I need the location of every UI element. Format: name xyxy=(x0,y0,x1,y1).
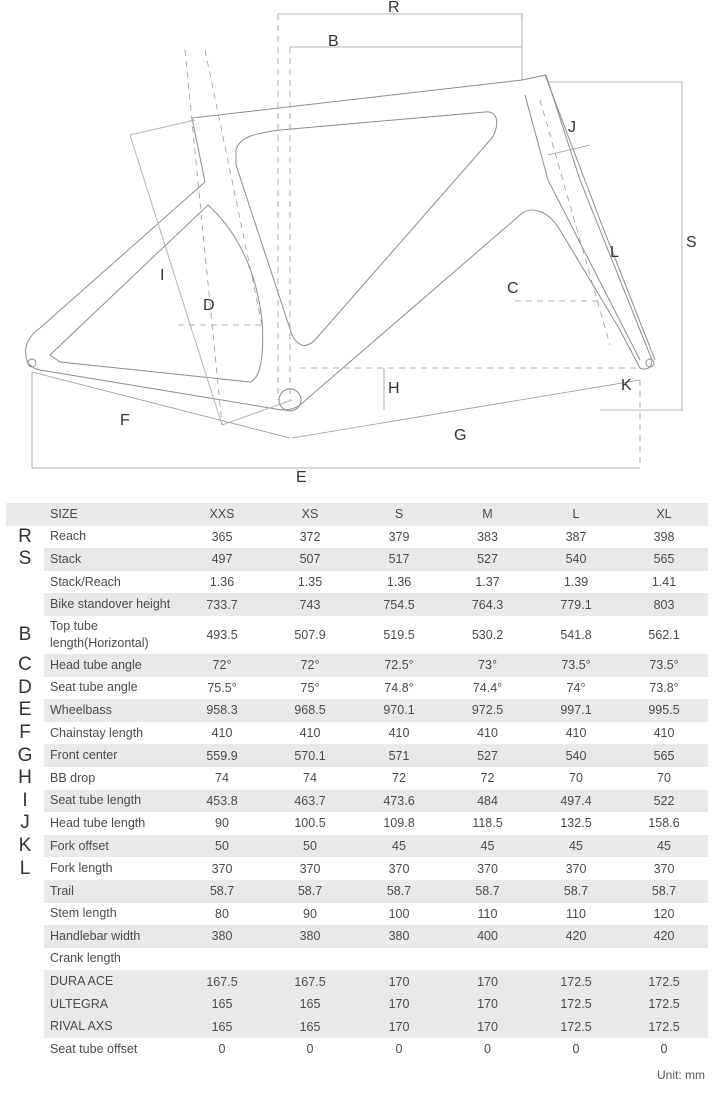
value-cell: 400 xyxy=(443,925,532,948)
value-cell: 58.7 xyxy=(620,880,708,903)
row-label: Seat tube offset xyxy=(50,1041,138,1056)
value-cell: 764.3 xyxy=(443,593,532,616)
value-cell: 0 xyxy=(218,1042,226,1057)
size-header-cell: M xyxy=(443,503,532,526)
dimension-letter: H xyxy=(18,767,32,789)
value-cell: 970.1 xyxy=(355,699,443,722)
value-cell: 540 xyxy=(532,744,620,767)
value-cell: 565 xyxy=(620,548,708,571)
dimension-letter xyxy=(6,993,44,1016)
table-header-row xyxy=(6,503,708,526)
value-cell: 0 xyxy=(572,1042,580,1057)
value-cell: 1.39 xyxy=(563,575,589,590)
value-cell: 559.9 xyxy=(179,744,265,767)
value-cell: 167.5 xyxy=(265,970,355,993)
value-cell: 74° xyxy=(566,680,586,695)
value-cell: 50 xyxy=(265,835,355,858)
value-cell: 172.5 xyxy=(532,993,620,1016)
value-cell: 380 xyxy=(355,925,443,948)
value-cell: 410 xyxy=(653,726,675,741)
value-cell: 110 xyxy=(477,906,498,921)
row-label: Fork length xyxy=(50,861,113,876)
value-cell: 733.7 xyxy=(179,593,265,616)
table-row xyxy=(6,593,708,616)
value-cell: 497.4 xyxy=(532,790,620,813)
value-cell: 158.6 xyxy=(648,816,680,831)
value-cell: 519.5 xyxy=(383,627,415,642)
value-cell: 379 xyxy=(388,529,410,544)
value-cell: 70 xyxy=(657,771,671,786)
dimension-letter: C xyxy=(6,654,44,677)
dimension-letter xyxy=(6,970,44,993)
letter-i: I xyxy=(160,267,165,284)
value-cell: 72 xyxy=(480,771,495,786)
row-label: BB drop xyxy=(50,770,96,785)
value-cell: 45 xyxy=(620,835,708,858)
row-label: DURA ACE xyxy=(44,970,179,993)
dimension-letter: F xyxy=(19,722,31,744)
value-cell: 75.5° xyxy=(207,680,237,695)
table-row xyxy=(6,790,708,813)
table-row xyxy=(6,699,708,722)
row-label: Front center xyxy=(44,744,179,767)
value-cell: 527 xyxy=(443,548,532,571)
table-row xyxy=(6,812,708,835)
value-cell: 45 xyxy=(532,835,620,858)
letter-f: F xyxy=(120,412,130,429)
value-cell: 410 xyxy=(299,726,321,741)
row-label: Wheelbass xyxy=(44,699,179,722)
value-cell: 754.5 xyxy=(355,593,443,616)
value-cell: 370 xyxy=(653,861,675,876)
value-cell: 45 xyxy=(355,835,443,858)
value-cell: 497 xyxy=(179,548,265,571)
dimension-letter xyxy=(6,925,44,948)
table-row xyxy=(6,835,708,858)
value-cell: 165 xyxy=(179,1015,265,1038)
table-row xyxy=(6,571,708,594)
value-cell: 0 xyxy=(660,1042,668,1057)
table-row xyxy=(6,1038,708,1061)
value-cell: 420 xyxy=(532,925,620,948)
value-cell: 1.36 xyxy=(386,575,412,590)
value-cell: 90 xyxy=(303,906,317,921)
value-cell: 387 xyxy=(565,529,587,544)
value-cell: 58.7 xyxy=(355,880,443,903)
value-cell: 75° xyxy=(300,680,320,695)
value-cell: 50 xyxy=(179,835,265,858)
size-header-cell: L xyxy=(532,503,620,526)
value-cell: 398 xyxy=(653,529,675,544)
value-cell: 172.5 xyxy=(620,1015,708,1038)
value-cell xyxy=(443,948,532,971)
row-label: Bike standover height xyxy=(44,593,179,616)
value-cell: 517 xyxy=(355,548,443,571)
value-cell: 410 xyxy=(477,726,498,741)
value-cell: 1.36 xyxy=(209,575,235,590)
value-cell: 165 xyxy=(265,1015,355,1038)
value-cell: 170 xyxy=(443,993,532,1016)
dimension-letters xyxy=(120,0,697,486)
dimension-letter xyxy=(6,571,44,594)
value-cell: 570.1 xyxy=(265,744,355,767)
value-cell: 0 xyxy=(395,1042,403,1057)
value-cell: 1.37 xyxy=(475,575,500,590)
letter-d: D xyxy=(203,297,215,314)
value-cell: 372 xyxy=(299,529,321,544)
value-cell: 565 xyxy=(620,744,708,767)
value-cell xyxy=(620,948,708,971)
size-header: SIZE xyxy=(44,503,179,526)
value-cell: 73.5° xyxy=(620,654,708,677)
value-cell xyxy=(179,948,265,971)
dimension-letter: G xyxy=(6,744,44,767)
table-row xyxy=(6,925,708,948)
value-cell: 743 xyxy=(265,593,355,616)
value-cell: 100.5 xyxy=(294,816,326,831)
value-cell: 473.6 xyxy=(355,790,443,813)
frame-geometry-diagram xyxy=(0,0,719,500)
letter-k: K xyxy=(621,377,632,394)
value-cell: 410 xyxy=(388,726,410,741)
value-cell: 1.41 xyxy=(651,575,677,590)
row-label: Stack/Reach xyxy=(50,574,121,589)
dimension-letter xyxy=(6,1015,44,1038)
value-cell xyxy=(265,948,355,971)
letter-j: J xyxy=(568,119,576,136)
rear-triangle-inner xyxy=(50,205,263,382)
value-cell: 527 xyxy=(443,744,532,767)
value-cell: 0 xyxy=(484,1042,491,1057)
dimension-letter xyxy=(6,1038,44,1061)
value-cell: 370 xyxy=(565,861,587,876)
table-row xyxy=(6,970,708,993)
value-cell: 997.1 xyxy=(532,699,620,722)
value-cell: 507 xyxy=(265,548,355,571)
table-row xyxy=(6,722,708,745)
value-cell: 370 xyxy=(388,861,410,876)
row-label: Trail xyxy=(44,880,179,903)
value-cell: 958.3 xyxy=(179,699,265,722)
table-row xyxy=(6,744,708,767)
value-cell: 58.7 xyxy=(443,880,532,903)
dimension-letter xyxy=(6,593,44,616)
value-cell: 58.7 xyxy=(532,880,620,903)
value-cell: 74.8° xyxy=(384,680,414,695)
value-cell: 968.5 xyxy=(265,699,355,722)
value-cell: 165 xyxy=(265,993,355,1016)
size-header-cell: XS xyxy=(265,503,355,526)
size-header-cell: S xyxy=(355,503,443,526)
table-row xyxy=(6,526,708,549)
value-cell: 58.7 xyxy=(179,880,265,903)
value-cell: 165 xyxy=(179,993,265,1016)
row-label: RIVAL AXS xyxy=(44,1015,179,1038)
table-row xyxy=(6,677,708,700)
value-cell: 167.5 xyxy=(179,970,265,993)
value-cell: 507.9 xyxy=(294,627,326,642)
row-label: Head tube length xyxy=(50,815,146,830)
table-row xyxy=(6,1015,708,1038)
value-cell: 380 xyxy=(265,925,355,948)
value-cell: 132.5 xyxy=(560,816,592,831)
table-row xyxy=(6,654,708,677)
value-cell: 74.4° xyxy=(472,680,503,695)
value-cell: 58.7 xyxy=(265,880,355,903)
dimension-letter: L xyxy=(19,857,31,879)
row-label: Seat tube length xyxy=(44,790,179,813)
row-label: Chainstay length xyxy=(50,725,144,740)
row-label: Top tube length(Horizontal) xyxy=(50,618,149,650)
letter-h: H xyxy=(388,380,400,397)
value-cell: 100 xyxy=(388,906,410,921)
letter-s: S xyxy=(686,234,697,251)
value-cell: 74 xyxy=(303,771,317,786)
dimension-letter: D xyxy=(18,676,32,698)
dimension-letter: E xyxy=(6,699,44,722)
letter-b: B xyxy=(328,33,339,50)
value-cell: 463.7 xyxy=(265,790,355,813)
row-label: Fork offset xyxy=(44,835,179,858)
value-cell: 110 xyxy=(566,906,586,921)
row-label: Reach xyxy=(50,529,87,544)
value-cell xyxy=(532,948,620,971)
value-cell: 172.5 xyxy=(532,1015,620,1038)
dimension-letter xyxy=(6,903,44,926)
dimension-letter: B xyxy=(18,623,32,645)
geometry-table xyxy=(6,503,708,1061)
row-label: Crank length xyxy=(50,951,121,966)
value-cell: 972.5 xyxy=(443,699,532,722)
letter-c: C xyxy=(507,280,519,297)
value-cell: 90 xyxy=(215,816,229,831)
value-cell: 45 xyxy=(443,835,532,858)
value-cell: 779.1 xyxy=(532,593,620,616)
value-cell: 109.8 xyxy=(383,816,415,831)
value-cell: 383 xyxy=(477,529,498,544)
value-cell: 1.35 xyxy=(297,575,323,590)
unit-note: Unit: mm xyxy=(657,1068,705,1082)
row-label: Stem length xyxy=(50,906,117,921)
value-cell: 571 xyxy=(355,744,443,767)
fork-outline xyxy=(525,95,640,360)
value-cell: 410 xyxy=(565,726,587,741)
row-label: Seat tube angle xyxy=(50,680,138,695)
table-row xyxy=(6,767,708,790)
value-cell: 172.5 xyxy=(620,993,708,1016)
size-header-cell: XL xyxy=(620,503,708,526)
table-row xyxy=(6,948,708,971)
value-cell: 120 xyxy=(653,906,675,921)
value-cell: 170 xyxy=(355,993,443,1016)
value-cell xyxy=(355,948,443,971)
dimension-letter: I xyxy=(6,790,44,813)
value-cell: 80 xyxy=(215,906,229,921)
table-row xyxy=(6,616,708,654)
value-cell: 365 xyxy=(211,529,233,544)
letter-r: R xyxy=(388,0,400,16)
value-cell: 370 xyxy=(299,861,321,876)
value-cell: 453.8 xyxy=(179,790,265,813)
value-cell: 118.5 xyxy=(472,816,503,831)
value-cell: 540 xyxy=(532,548,620,571)
letter-e: E xyxy=(296,469,307,486)
dimension-letter xyxy=(6,880,44,903)
dimension-letter: R xyxy=(18,525,32,547)
value-cell: 70 xyxy=(569,771,583,786)
value-cell: 72.5° xyxy=(355,654,443,677)
size-header-cell: XXS xyxy=(179,503,265,526)
value-cell: 370 xyxy=(211,861,233,876)
value-cell: 73.5° xyxy=(532,654,620,677)
value-cell: 73.8° xyxy=(649,680,679,695)
value-cell: 380 xyxy=(179,925,265,948)
value-cell: 170 xyxy=(355,1015,443,1038)
value-cell: 170 xyxy=(443,970,532,993)
value-cell: 72° xyxy=(179,654,265,677)
value-cell: 370 xyxy=(477,861,498,876)
main-triangle-inner xyxy=(236,112,497,346)
value-cell: 410 xyxy=(211,726,233,741)
value-cell: 74 xyxy=(215,771,229,786)
value-cell: 0 xyxy=(306,1042,314,1057)
value-cell: 803 xyxy=(620,593,708,616)
value-cell: 995.5 xyxy=(620,699,708,722)
row-label: Head tube angle xyxy=(44,654,179,677)
dimension-letter: S xyxy=(6,548,44,571)
row-label: Handlebar width xyxy=(44,925,179,948)
dimension-letter xyxy=(6,948,44,971)
value-cell: 172.5 xyxy=(532,970,620,993)
table-row xyxy=(6,857,708,880)
value-cell: 73° xyxy=(443,654,532,677)
row-label: Stack xyxy=(44,548,179,571)
letter-l: L xyxy=(610,244,619,261)
dimension-letter: K xyxy=(6,835,44,858)
value-cell: 530.2 xyxy=(471,627,504,642)
dimension-letter: J xyxy=(20,812,30,834)
value-cell: 522 xyxy=(620,790,708,813)
value-cell: 420 xyxy=(620,925,708,948)
value-cell: 484 xyxy=(443,790,532,813)
table-row xyxy=(6,993,708,1016)
value-cell: 562.1 xyxy=(648,627,680,642)
value-cell: 172.5 xyxy=(620,970,708,993)
value-cell: 170 xyxy=(355,970,443,993)
value-cell: 541.8 xyxy=(560,627,592,642)
table-row xyxy=(6,548,708,571)
value-cell: 170 xyxy=(443,1015,532,1038)
table-row xyxy=(6,880,708,903)
value-cell: 493.5 xyxy=(206,627,238,642)
value-cell: 72 xyxy=(392,771,406,786)
table-row xyxy=(6,903,708,926)
value-cell: 72° xyxy=(265,654,355,677)
letter-g: G xyxy=(454,427,467,444)
row-label: ULTEGRA xyxy=(44,993,179,1016)
